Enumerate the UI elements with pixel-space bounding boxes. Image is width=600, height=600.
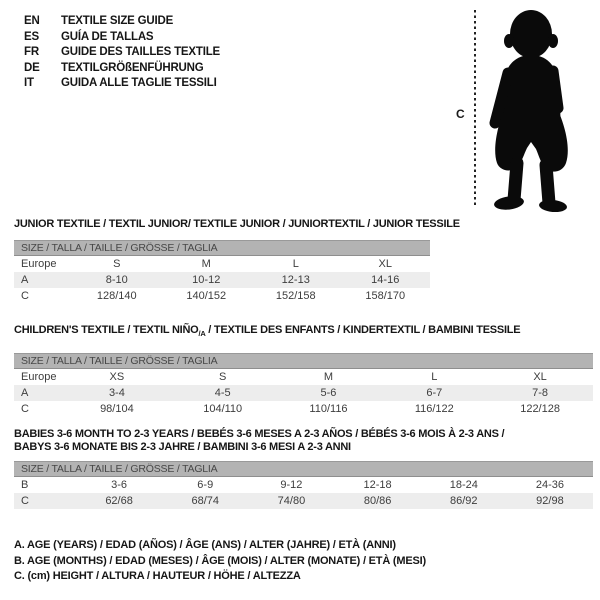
- size-table-junior: [14, 218, 460, 304]
- lang-code: ES: [24, 30, 39, 43]
- size-cell: 18-24: [449, 479, 478, 491]
- table-row: [14, 493, 593, 509]
- title-part: / TEXTILE DES ENFANTS / KINDERTEXTIL / BAMBINI TESSILE: [205, 324, 521, 336]
- size-cell: 98/104: [100, 403, 134, 416]
- table-title: JUNIOR TEXTILE / TEXTIL JUNIOR/ TEXTILE JUNIOR / JUNIORTEXTIL / JUNIOR TESSILE: [14, 218, 460, 230]
- height-measure-dotted-line: [474, 10, 476, 207]
- size-cell: S: [113, 258, 121, 270]
- size-cell: 8-10: [105, 274, 128, 286]
- size-cell: 6-9: [197, 479, 214, 491]
- size-cell: 122/128: [520, 403, 560, 416]
- size-cell: 12-13: [281, 274, 310, 286]
- lang-row-it: [24, 76, 220, 92]
- table-row: [14, 288, 430, 304]
- size-cell: M: [323, 371, 334, 384]
- size-header-bar: SIZE / TALLA / TAILLE / GRÖSSE / TAGLIA: [14, 353, 593, 369]
- size-cell: 80/86: [363, 495, 392, 507]
- lang-label: GUIDA ALLE TAGLIE TESSILI: [61, 77, 217, 89]
- size-cell: 3-4: [108, 387, 125, 400]
- language-title-list: [24, 14, 220, 92]
- lang-label: TEXTILGRÖßENFÜHRUNG: [61, 61, 204, 74]
- size-cell: 74/80: [277, 495, 306, 507]
- size-cell: 12-18: [363, 479, 392, 491]
- size-cell: L: [431, 371, 438, 384]
- size-cell: XL: [533, 371, 547, 384]
- size-cell: 140/152: [186, 290, 227, 302]
- size-cell: 62/68: [105, 495, 133, 507]
- size-cell: 7-8: [532, 387, 549, 400]
- size-cell: 3-6: [111, 479, 128, 491]
- row-label: Europe: [21, 371, 57, 384]
- table-title-line1: BABIES 3-6 MONTH TO 2-3 YEARS / BEBÉS 3-6 MESES A 2-3 AÑOS / BÉBÉS 3-6 MOIS À 2-3 ANS /: [14, 428, 505, 440]
- lang-row-fr: [24, 45, 220, 61]
- size-header-bar: SIZE / TALLA / TAILLE / GRÖSSE / TAGLIA: [14, 240, 430, 256]
- size-cell: L: [292, 258, 299, 270]
- lang-code: DE: [24, 61, 40, 74]
- lang-label: GUÍA DE TALLAS: [61, 30, 154, 43]
- table-title: [14, 324, 593, 340]
- lang-row-de: [24, 61, 220, 77]
- size-cell: 116/122: [414, 403, 454, 416]
- legend-item-a: A. AGE (YEARS) / EDAD (AÑOS) / ÂGE (ANS) / ALTER (JAHRE) / ETÀ (ANNI): [14, 539, 396, 551]
- size-cell: 9-12: [280, 479, 303, 491]
- lang-label: GUIDE DES TAILLES TEXTILE: [61, 46, 220, 58]
- lang-label: TEXTILE SIZE GUIDE: [61, 15, 174, 27]
- size-cell: 6-7: [426, 387, 443, 400]
- row-label: A: [21, 387, 29, 400]
- row-label: A: [21, 274, 29, 286]
- size-table-babies: [14, 428, 593, 509]
- row-label: C: [21, 495, 29, 507]
- table-row: [14, 256, 430, 272]
- table-row: [14, 477, 593, 493]
- baby-silhouette-icon: [487, 7, 592, 212]
- size-cell: 86/92: [450, 495, 478, 507]
- size-header-bar: SIZE / TALLA / TAILLE / GRÖSSE / TAGLIA: [14, 461, 593, 477]
- lang-code: EN: [24, 15, 40, 27]
- size-cell: 104/110: [203, 403, 243, 416]
- size-cell: 10-12: [192, 274, 221, 286]
- size-table-children: [14, 324, 593, 417]
- size-cell: S: [219, 371, 227, 384]
- lang-row-en: [24, 14, 220, 30]
- row-label: Europe: [21, 258, 57, 270]
- size-cell: 68/74: [191, 495, 220, 507]
- legend-item-b: B. AGE (MONTHS) / EDAD (MESES) / ÂGE (MOIS) / ALTER (MONATE) / ETÀ (MESI): [14, 554, 426, 567]
- lang-code: IT: [24, 77, 34, 89]
- size-cell: 152/158: [275, 290, 316, 302]
- table-row: [14, 385, 593, 401]
- size-cell: 14-16: [371, 274, 400, 286]
- size-cell: 92/98: [536, 495, 564, 507]
- size-cell: M: [201, 258, 211, 270]
- height-measure-label: C: [456, 107, 465, 121]
- size-cell: 24-36: [535, 479, 565, 491]
- legend-item-c: C. (cm) HEIGHT / ALTURA / HAUTEUR / HÖHE / ALTEZZA: [14, 570, 301, 583]
- lang-row-es: [24, 30, 220, 46]
- table-row: [14, 401, 593, 417]
- row-label: C: [21, 290, 29, 302]
- size-cell: 158/170: [365, 290, 406, 302]
- table-row: [14, 369, 593, 385]
- title-part-subscript: /A: [198, 329, 206, 339]
- measure-legend: [14, 538, 426, 585]
- size-cell: 5-6: [320, 387, 337, 400]
- size-cell: 128/140: [96, 290, 137, 302]
- size-cell: XL: [378, 258, 392, 270]
- table-row: [14, 272, 430, 288]
- size-cell: XS: [109, 371, 125, 384]
- row-label: C: [21, 403, 29, 416]
- title-part: CHILDREN'S TEXTILE / TEXTIL NIÑO: [14, 324, 199, 336]
- lang-code: FR: [24, 46, 39, 58]
- size-cell: 110/116: [309, 403, 348, 416]
- row-label: B: [21, 479, 29, 491]
- size-cell: 4-5: [214, 387, 231, 400]
- table-title-line2: BABYS 3-6 MONATE BIS 2-3 JAHRE / BAMBINI 3-6 MESI A 2-3 ANNI: [14, 441, 351, 453]
